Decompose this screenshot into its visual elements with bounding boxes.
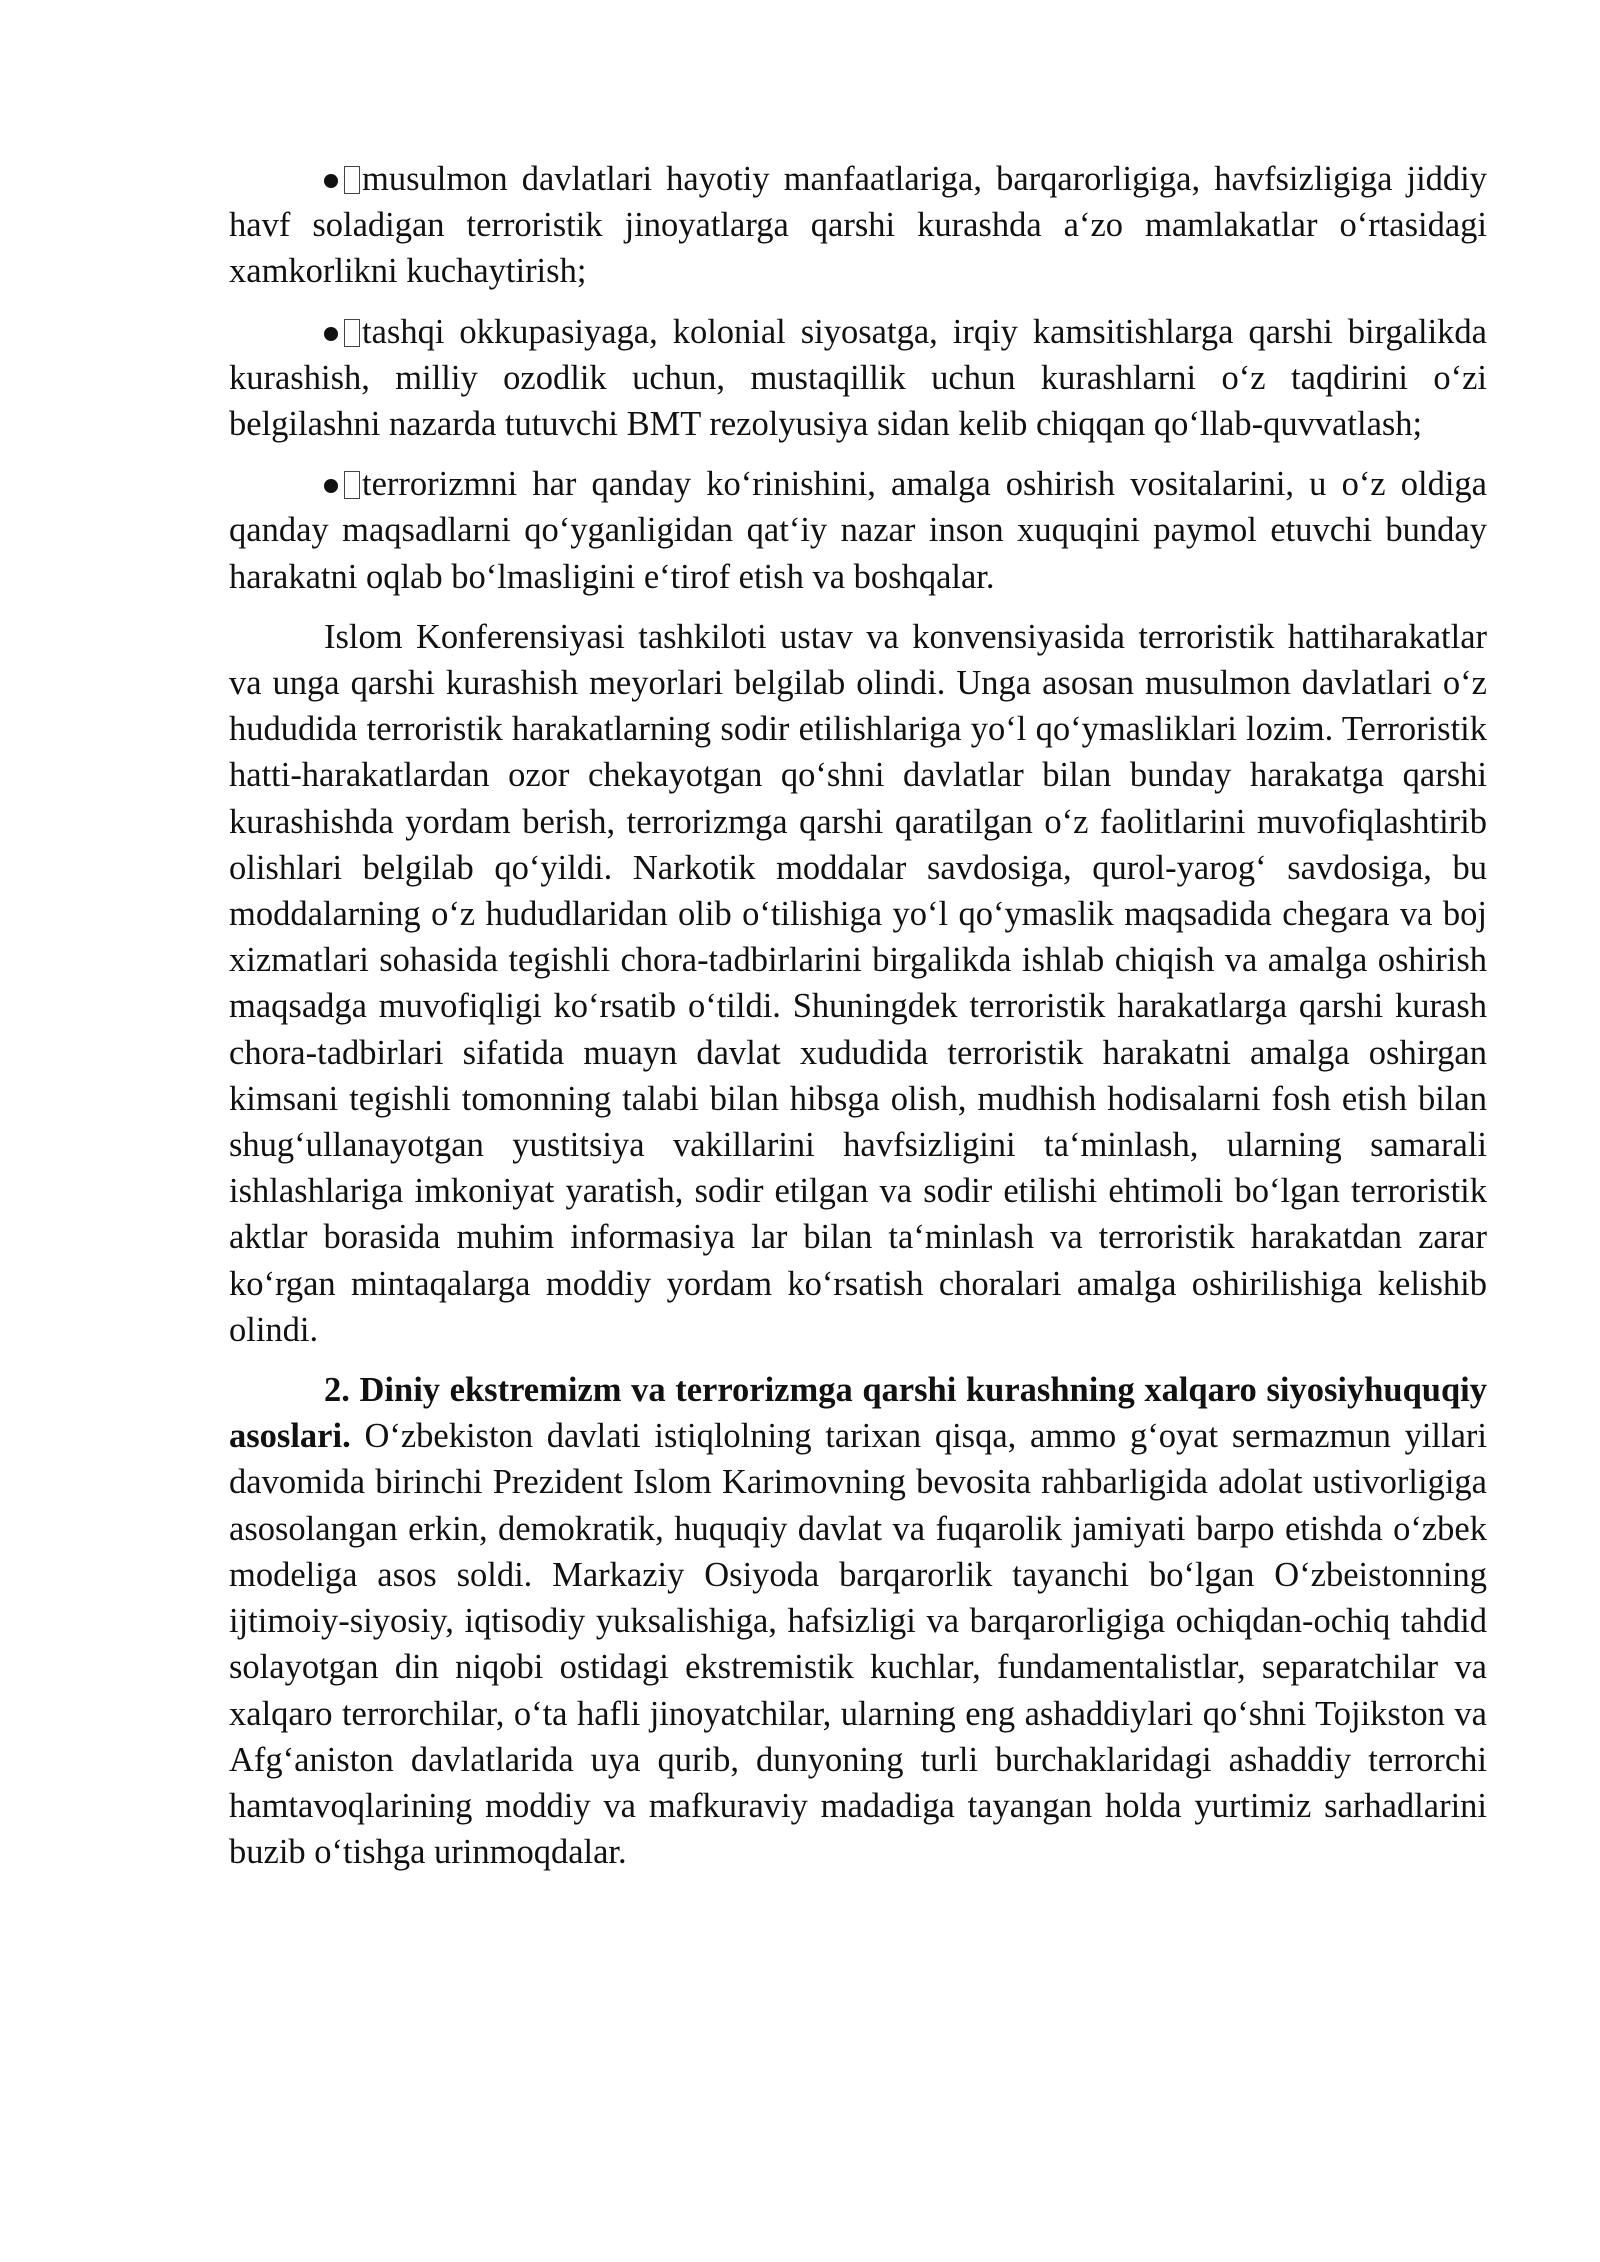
- bullet-item-2: [229, 309, 1487, 448]
- bullet-item-1: [229, 156, 1487, 295]
- bullet-text: musulmon davlatlari hayotiy manfaatlariga, barqarorligiga, havfsizligiga jiddiy havf soladigan terroristik jinoyatlarga qarshi kurashda a‘zo mamlakatlar o‘rtasidagi xamkorlikni kuchaytirish;: [229, 160, 1487, 291]
- document-page: [229, 156, 1487, 1889]
- missing-glyph-box-icon: [344, 471, 360, 499]
- bullet-text: terrorizmni har qanday ko‘rinishini, amalga oshirish vositalarini, u o‘z oldiga qanday maqsadlarni qo‘yganligidan qat‘iy nazar inson xuquqini paymol etuvchi bunday harakatni oqlab bo‘lmasligini e‘tirof etish va boshqalar.: [229, 465, 1487, 596]
- body-paragraph: Islom Konferensiyasi tashkiloti ustav va konvensiyasida terroristik hattiharakatlar va unga qarshi kurashish meyorlari belgilab olindi. Unga asosan musulmon davlatlari o‘z hududida terroristik harakatlarning sodir etilishlariga yo‘l qo‘ymasliklari lozim. Terroristik hatti-harakatlardan ozor chekayotgan qo‘shni davlatlar bilan bunday harakatga qarshi kurashishda yordam berish, terrorizmga qarshi qaratilgan o‘z faolitlarini muvofiqlashtirib olishlari belgilab qo‘yildi. Narkotik moddalar savdosiga, qurol-yarog‘ savdosiga, bu moddalarning o‘z hududlaridan olib o‘tilishiga yo‘l qo‘ymaslik maqsadida chegara va boj xizmatlari sohasida tegishli chora-tadbirlarini birgalikda ishlab chiqish va amalga oshirish maqsadga muvofiqligi ko‘rsatib o‘tildi. Shuningdek terroristik harakatlarga qarshi kurash chora-tadbirlari sifatida muayn davlat xududida terroristik harakatni amalga oshirgan kimsani tegishli tomonning talabi bilan hibsga olish, mudhish hodisalarni fosh etish bilan shug‘ullanayotgan yustitsiya vakillarini havfsizligini ta‘minlash, ularning samarali ishlashlariga imkoniyat yaratish, sodir etilgan va sodir etilishi ehtimoli bo‘lgan terroristik aktlar borasida muhim informasiya lar bilan ta‘minlash va terroristik harakatdan zarar ko‘rgan mintaqalarga moddiy yordam ko‘rsatish choralari amalga oshirilishiga kelishib olindi.: [229, 617, 1487, 1349]
- bullet-dot-icon: [324, 479, 338, 493]
- bullet-dot-icon: [324, 327, 338, 341]
- bullet-dot-icon: [324, 174, 338, 188]
- section-2-paragraph: [229, 1367, 1487, 1875]
- missing-glyph-box-icon: [344, 319, 360, 347]
- bullet-text: tashqi okkupasiyaga, kolonial siyosatga, irqiy kamsitishlarga qarshi birgalikda kurashish, milliy ozodlik uchun, mustaqillik uchun kurashlarni o‘z taqdirini o‘zi belgilashni nazarda tutuvchi BMT rezolyusiya sidan kelib chiqqan qo‘llab-quvvatlash;: [229, 312, 1487, 444]
- section-heading: 2. Diniy ekstremizm va terrorizmga qarshi kurashning xalqaro siyosiyhuquqiy asoslari.: [229, 1371, 1487, 1456]
- missing-glyph-box-icon: [344, 166, 360, 194]
- bullet-item-3: [229, 461, 1487, 600]
- section-body: O‘zbekiston davlati istiqlolning tarixan qisqa, ammo g‘oyat sermazmun yillari davomida birinchi Prezident Islom Karimovning bevosita rahbarligida adolat ustivorligiga asosolangan erkin, demokratik, huquqiy davlat va fuqarolik jamiyati barpo etishda o‘zbek modeliga asos soldi. Markaziy Osiyoda barqarorlik tayanchi bo‘lgan O‘zbeistonning ijtimoiy-siyosiy, iqtisodiy yuksalishiga, hafsizligi va barqarorligiga ochiqdan-ochiq tahdid solayotgan din niqobi ostidagi ekstremistik kuchlar, fundamentalistlar, separatchilar va xalqaro terrorchilar, o‘ta hafli jinoyatchilar, ularning eng ashaddiylari qo‘shni Tojikston va Afg‘aniston davlatlarida uya qurib, dunyoning turli burchaklaridagi ashaddiy terrorchi hamtavoqlarining moddiy va mafkuraviy madadiga tayangan holda yurtimiz sarhadlarini buzib o‘tishga urinmoqdalar.: [229, 1417, 1487, 1872]
